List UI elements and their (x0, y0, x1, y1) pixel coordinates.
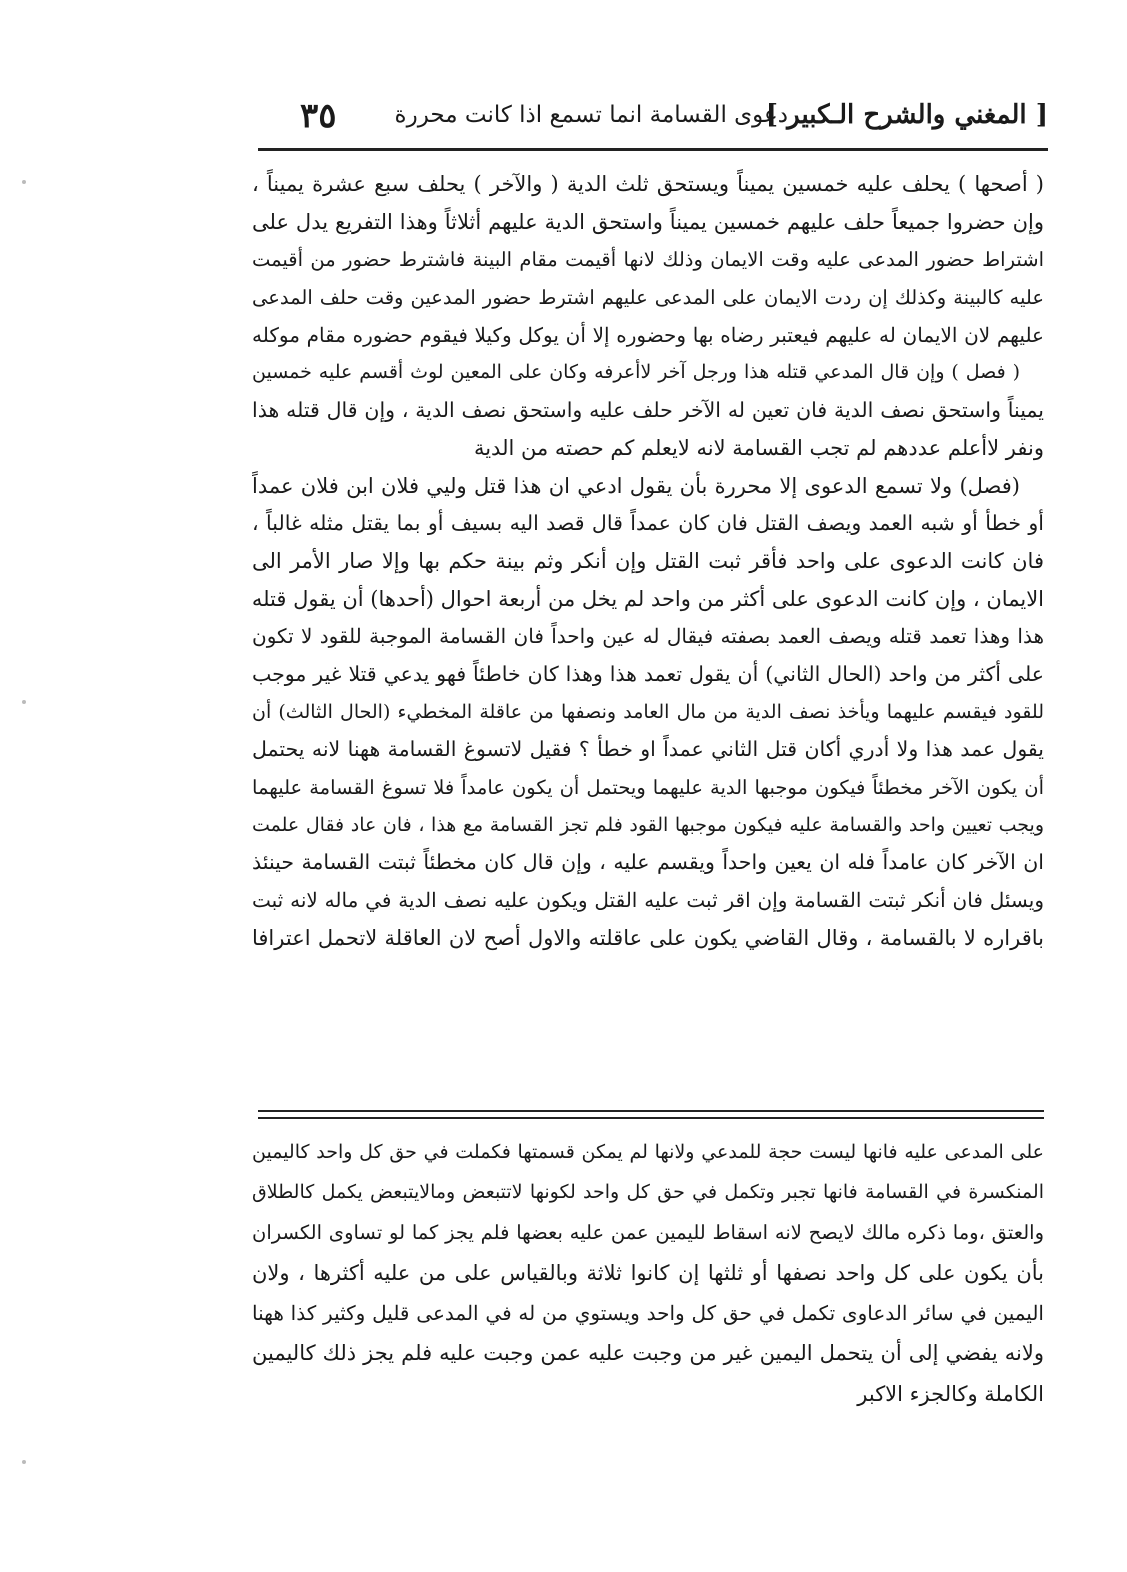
margin-speck (22, 700, 26, 704)
page-number: ٣٥ (300, 96, 337, 136)
main-text (252, 166, 1044, 957)
text-line: ان الآخر كان عامداً فله ان يعين واحداً ويقسم عليه ، وإن قال كان مخطئاً ثبتت القسامة حينئذ (252, 850, 1044, 875)
text-line: للقود فيقسم عليهما ويأخذ نصف الدية من مال العامد ونصفها من عاقلة المخطيء (الحال الثالث) أن (252, 700, 1044, 723)
footnote-line: على المدعى عليه فانها ليست حجة للمدعي ولانها لم يمكن قسمتها فكملت في حق كل واحد كاليمين (252, 1141, 1044, 1163)
margin-speck (22, 180, 26, 184)
commentary-text (252, 1132, 1044, 1414)
text-line: ونفر لاأعلم عددهم لم تجب القسامة لانه لايعلم كم حصته من الدية (473, 435, 1044, 460)
text-line: عليهم لان الايمان له عليهم فيعتبر رضاه بها وحضوره إلا أن يوكل وكيلا فيقوم حضوره مقام موكله (252, 322, 1044, 347)
margin-speck (22, 1460, 26, 1464)
text-line: هذا وهذا تعمد قتله ويصف العمد بصفته فيقال له عين واحداً فان القسامة الموجبة للقود لا تكون (252, 624, 1044, 649)
text-line: أن يكون الآخر مخطئاً فيكون موجبها الدية عليهما ويحتمل أن يكون عامداً فلا تسوغ القسامة عليهما (252, 776, 1044, 799)
footnote-line: بأن يكون على كل واحد نصفها أو ثلثها إن كانوا ثلاثة وبالقياس على من عليه أكثرها ، ولان (252, 1260, 1044, 1285)
text-line: الايمان ، وإن كانت الدعوى على أكثر من واحد لم يخل من أربعة احوال (أحدها) أن يقول قتله (252, 586, 1044, 611)
text-line: (فصل) ولا تسمع الدعوى إلا محررة بأن يقول ادعي ان هذا قتل وليي فلان ابن فلان عمداً (252, 473, 1020, 498)
text-line: يميناً واستحق نصف الدية فان تعين له الآخر حلف عليه واستحق نصف الدية ، وإن قال قتله هذا (252, 398, 1044, 423)
text-line: عليه كالبينة وكذلك إن ردت الايمان على المدعى عليهم اشترط حضور المدعين وقت حلف المدعى (252, 286, 1044, 310)
text-line: ويجب تعيين واحد والقسامة عليه فيكون موجبها القود فلم تجز القسامة مع هذا ، فان عاد فقال علمت (252, 813, 1044, 836)
text-line: وإن حضروا جميعاً حلف عليهم خمسين يميناً واستحق الدية عليهم أثلاثاً وهذا التفريع يدل على (252, 209, 1044, 234)
text-line: ( فصل ) وإن قال المدعي قتله هذا ورجل آخر لاأعرفه وكان على المعين لوث أقسم عليه خمسين (252, 361, 1020, 384)
footnote-line: الكاملة وكالجزء الاكبر (857, 1381, 1044, 1406)
book-title: [ المغني والشرح الـكبير ] (765, 100, 1048, 130)
footnote-separator (258, 1110, 1044, 1119)
text-line: ( أصحها ) يحلف عليه خمسين يميناً ويستحق ثلث الدية ( والآخر ) يحلف سبع عشرة يميناً ، (252, 172, 1044, 196)
text-line: يقول عمد هذا ولا أدري أكان قتل الثاني عمداً او خطأ ؟ فقيل لاتسوغ القسامة ههنا لانه يحتمل (252, 737, 1044, 762)
text-line: ويسئل فان أنكر ثبتت القسامة وإن اقر ثبت عليه القتل ويكون عليه نصف الدية في ماله لانه ثبت (252, 888, 1044, 913)
text-line: على أكثر من واحد (الحال الثاني) أن يقول تعمد هذا وهذا كان خاطئاً فهو يدعي قتلا غير موجب (252, 661, 1044, 686)
text-line: أو خطأ أو شبه العمد ويصف القتل فان كان عمداً قال قصد اليه بسيف أو بما يقتل مثله غالباً ، (252, 511, 1044, 536)
footnote-line: المنكسرة في القسامة فانها تجبر وتكمل في حق كل واحد لكونها لاتتبعض ومالايتبعض يكمل كالطلاق (252, 1181, 1044, 1204)
text-line: فان كانت الدعوى على واحد فأقر ثبت القتل وإن أنكر وثم بينة حكم بها وإلا صار الأمر الى (252, 548, 1044, 573)
chapter-title: دعوى القسامة انما تسمع اذا كانت محررة (394, 102, 788, 128)
footnote-line: اليمين في سائر الدعاوى تكمل في حق كل واحد ويستوي من له في المدعى قليل وكثير كذا ههنا (252, 1301, 1044, 1326)
text-line: باقراره لا بالقسامة ، وقال القاضي يكون على عاقلته والاول أصح لان العاقلة لاتحمل اعترافا (252, 925, 1044, 950)
text-line: اشتراط حضور المدعى عليه وقت الايمان وذلك لانها أقيمت مقام البينة فاشترط حضور من أقيمت (252, 248, 1044, 272)
header-rule (258, 148, 1048, 151)
running-header (258, 96, 1048, 142)
footnote-line: والعتق ،وما ذكره مالك لايصح لانه اسقاط لليمين عمن عليه بعضها فلم يجز كما لو تساوى الكسران (252, 1220, 1044, 1244)
footnote-line: ولانه يفضي إلى أن يتحمل اليمين غير من وجبت عليه عمن وجبت عليه فلم يجز ذلك كاليمين (252, 1341, 1044, 1366)
